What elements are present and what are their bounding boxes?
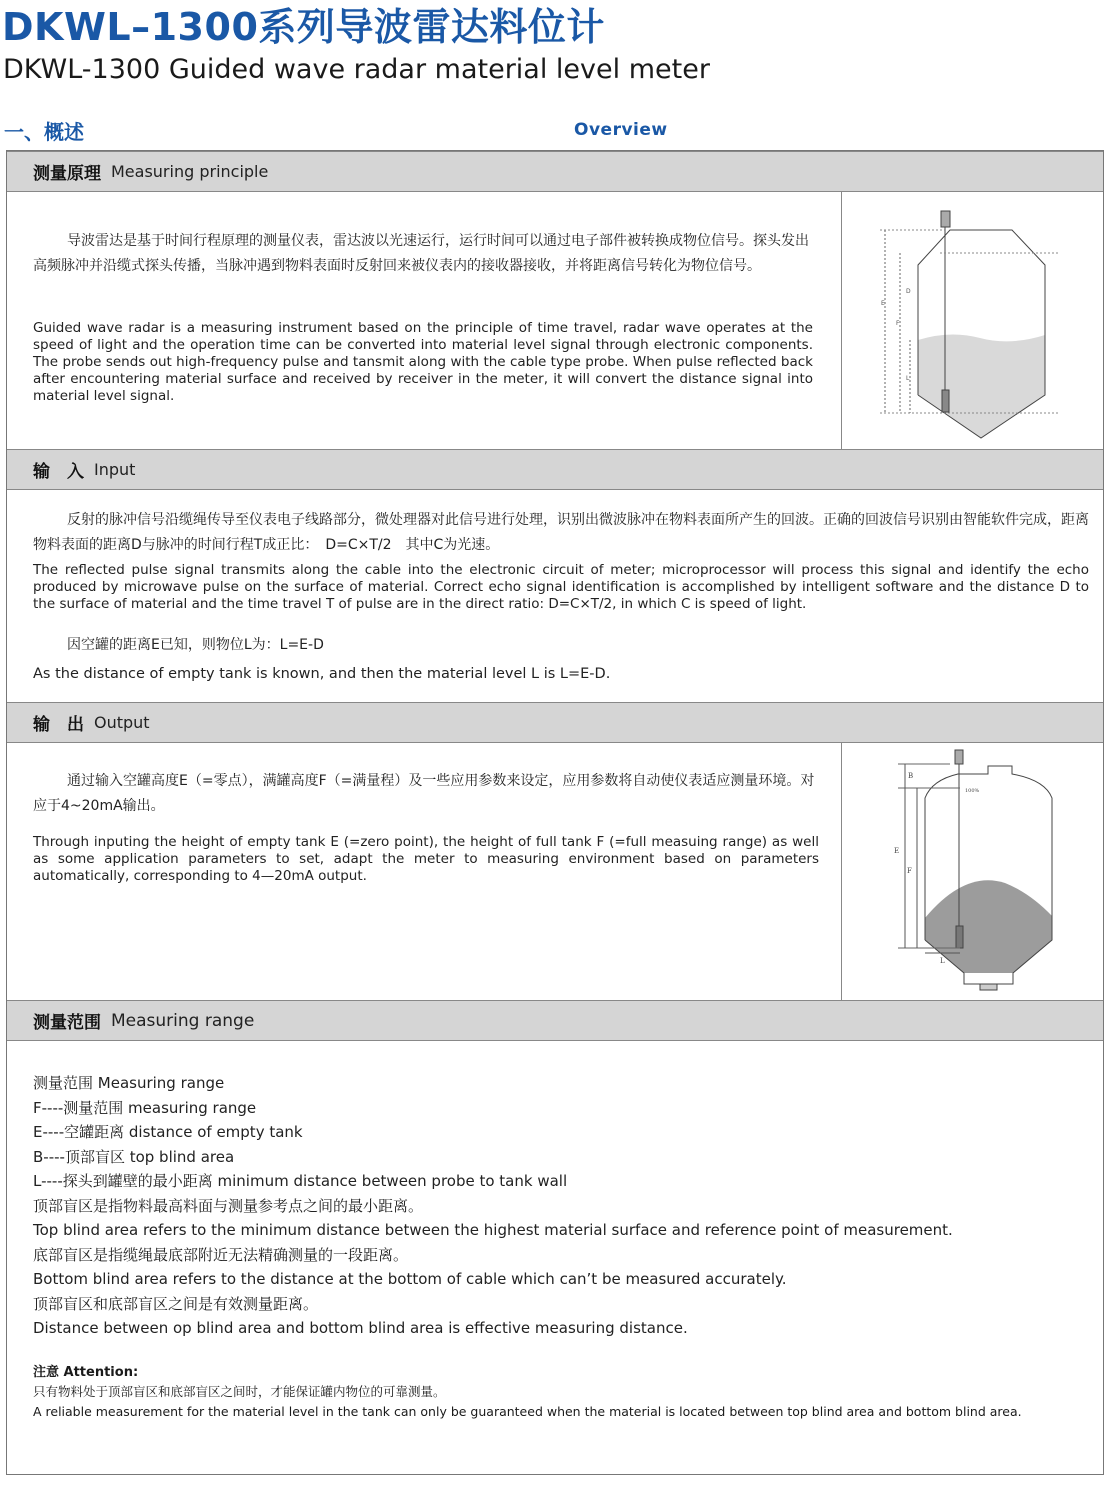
- label-f: F: [896, 320, 900, 327]
- probe-weight: [942, 390, 949, 412]
- attention-title: 注意 Attention:: [33, 1365, 139, 1380]
- output-text-cn: 通过输入空罐高度E（=零点），满罐高度F（=满量程）及一些应用参数来设定，应用参数将自动使仪表适应测量环境。对应于4~20mA输出。: [33, 773, 815, 814]
- principle-header-cn: 测量原理: [33, 164, 101, 184]
- label-e: E: [894, 847, 900, 855]
- principle-divider: [841, 191, 842, 449]
- input-header-en: Input: [94, 460, 136, 479]
- label-f: F: [907, 867, 912, 875]
- probe-weight: [956, 926, 963, 948]
- range-line: Bottom blind area refers to the distance at the bottom of cable which can’t be measured accurately.: [33, 1270, 787, 1288]
- input-text-en: The reflected pulse signal transmits along the cable into the electronic circuit of meter; microprocessor will process this signal and identify the echo produced by microwave pulse on the surface of material. Correct echo signal identification is accomplished by intelligent software and the distance D to the surface of material and the time travel T of pulse are in the direct ratio: D=C×T/2, in which C is speed of light.: [33, 562, 1089, 612]
- range-header-en: Measuring range: [111, 1010, 255, 1031]
- label-l: L: [906, 375, 910, 382]
- range-line: L----探头到罐壁的最小距离 minimum distance between probe to tank wall: [33, 1172, 568, 1190]
- range-line: B----顶部盲区 top blind area: [33, 1147, 235, 1166]
- attention-block: [33, 1361, 1089, 1422]
- range-line: Top blind area refers to the minimum distance between the highest material surface and reference point of measurement.: [33, 1221, 953, 1239]
- range-line: 顶部盲区是指物料最高料面与测量参考点之间的最小距离。: [33, 1196, 424, 1215]
- page-title-en: DKWL-1300 Guided wave radar material level meter: [3, 54, 710, 85]
- principle-header-en: Measuring principle: [111, 162, 269, 181]
- label-full: 100%: [965, 788, 980, 794]
- page-title-cn: DKWL–1300系列导波雷达料位计: [2, 5, 605, 49]
- label-d: D: [906, 288, 911, 295]
- label-e: E: [881, 300, 885, 307]
- range-line: E----空罐距离 distance of empty tank: [33, 1123, 303, 1141]
- output-header-cn: 输 出: [33, 715, 84, 735]
- principle-text-cn: 导波雷达是基于时间行程原理的测量仪表，雷达波以光速运行，运行时间可以通过电子部件被转换成物位信号。探头发出高频脉冲并沿缆式探头传播，当脉冲遇到物料表面时反射回来被仪表内的接收器接收，并将距离信号转化为物位信号。: [33, 233, 809, 274]
- range-line: 测量范围 Measuring range: [33, 1074, 225, 1092]
- material-fill: [918, 334, 1045, 438]
- attention-text-en: A reliable measurement for the material level in the tank can only be guaranteed when the material is located between top blind area and bottom blind area.: [33, 1404, 1022, 1419]
- overview-heading-cn: 一、概述: [4, 120, 84, 144]
- range-list: [33, 1071, 953, 1341]
- range-line: Distance between op blind area and bottom blind area is effective measuring distance.: [33, 1319, 688, 1337]
- label-l: L: [940, 957, 945, 965]
- range-header: [7, 1000, 1103, 1041]
- input-text-cn: 反射的脉冲信号沿缆绳传导至仪表电子线路部分，微处理器对此信号进行处理，识别出微波脉冲在物料表面所产生的回波。正确的回波信号识别由智能软件完成，距离物料表面的距离D与脉冲的时间行程T成正比： D=C×T/2 其中C为光速。: [33, 512, 1089, 553]
- overview-heading-en: Overview: [574, 120, 668, 140]
- range-line: F----测量范围 measuring range: [33, 1098, 257, 1117]
- principle-header: [7, 151, 1103, 192]
- input-formula-en: As the distance of empty tank is known, and then the material level L is L=E-D.: [33, 666, 611, 682]
- range-line: 底部盲区是指缆绳最底部附近无法精确测量的一段距离。: [33, 1245, 409, 1264]
- label-b: B: [908, 772, 914, 780]
- probe-head: [941, 211, 950, 227]
- principle-text-en: Guided wave radar is a measuring instrument based on the principle of time travel, radar wave operates at the speed of light and the operation time can be converted into material level signal through electronic components. The probe sends out high-frequency pulse and tansmit along with the cable type probe. When pulse reflected back after encountering material surface and received by receiver in the meter, it will convert the distance signal into material level signal.: [33, 320, 813, 404]
- output-text-en: Through inputing the height of empty tank E (=zero point), the height of full tank F (=full measuing range) as well as some application parameters to set, adapt the meter to measuring environment based on parameters automatically, corresponding to 4—20mA output.: [33, 834, 819, 884]
- range-line: 顶部盲区和底部盲区之间是有效测量距离。: [33, 1294, 319, 1313]
- attention-text-cn: 只有物料处于顶部盲区和底部盲区之间时，才能保证罐内物位的可靠测量。: [33, 1384, 446, 1399]
- output-header: [7, 702, 1103, 743]
- output-header-en: Output: [94, 713, 150, 732]
- tank-diagram-output: [880, 748, 1080, 996]
- range-header-cn: 测量范围: [33, 1013, 101, 1033]
- tank-diagram-principle: [880, 205, 1070, 440]
- input-header-cn: 输 入: [33, 462, 84, 482]
- input-formula-cn: 因空罐的距离E已知，则物位L为：L=E-D: [67, 637, 324, 653]
- output-divider: [841, 742, 842, 1000]
- input-header: [7, 449, 1103, 490]
- probe-head: [955, 750, 963, 764]
